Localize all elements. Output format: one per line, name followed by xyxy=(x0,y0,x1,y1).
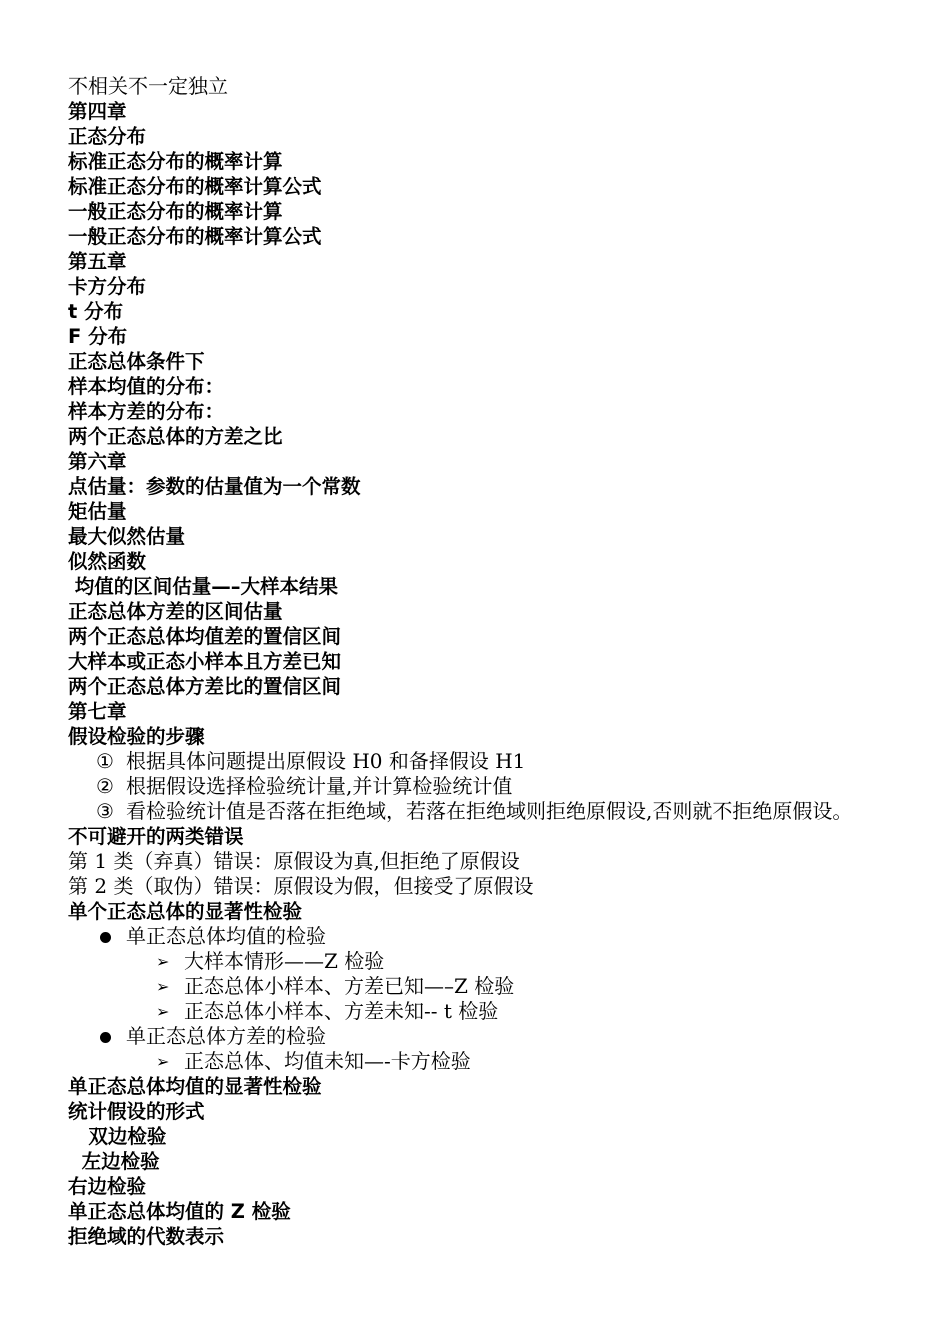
heading-line: 统计假设的形式 xyxy=(68,1100,205,1123)
heading-line: 左边检验 xyxy=(68,1150,160,1173)
heading-line: 第四章 xyxy=(68,100,127,123)
arrowhead-icon: ➢ xyxy=(156,1052,170,1071)
heading-line: 点估量：参数的估量值为一个常数 xyxy=(68,475,361,498)
heading-line: 均值的区间估量—–大样本结果 xyxy=(68,575,339,598)
heading-line: 大样本或正态小样本且方差已知 xyxy=(68,650,342,673)
bullet-dot-icon xyxy=(100,932,111,943)
heading-line: F 分布 xyxy=(68,325,128,348)
sub-bullet-text: 正态总体、均值未知—-卡方检验 xyxy=(184,1049,471,1073)
arrowhead-icon: ➢ xyxy=(156,977,170,996)
heading-line: 标准正态分布的概率计算公式 xyxy=(68,175,322,198)
heading-line: 矩估量 xyxy=(68,500,127,523)
sub-bullet-item xyxy=(68,949,908,974)
heading-line: 右边检验 xyxy=(68,1175,147,1198)
step-text: 根据具体问题提出原假设 H0 和备择假设 H1 xyxy=(126,749,526,773)
sub-bullet-text: 正态总体小样本、方差已知—–Z 检验 xyxy=(184,974,515,998)
text-line: 第 2 类（取伪）错误：原假设为假，但接受了原假设 xyxy=(68,874,534,898)
step-item xyxy=(68,749,908,774)
heading-line: 一般正态分布的概率计算公式 xyxy=(68,225,322,248)
heading-line: 两个正态总体均值差的置信区间 xyxy=(68,625,342,648)
bullet-list xyxy=(68,924,908,1074)
heading-line: 假设检验的步骤 xyxy=(68,725,205,748)
sub-bullet-text: 正态总体小样本、方差未知-- t 检验 xyxy=(184,999,499,1023)
heading-line: 卡方分布 xyxy=(68,275,147,298)
sub-bullet-item xyxy=(68,999,908,1024)
bullet-text: 单正态总体均值的检验 xyxy=(126,924,326,948)
step-text: 看检验统计值是否落在拒绝域，若落在拒绝域则拒绝原假设,否则就不拒绝原假设。 xyxy=(126,799,853,823)
heading-line: 第七章 xyxy=(68,700,127,723)
sub-bullet-text: 大样本情形——Z 检验 xyxy=(184,949,385,973)
section-bottom xyxy=(68,1074,908,1249)
heading-line: 一般正态分布的概率计算 xyxy=(68,200,283,223)
sub-bullet-item xyxy=(68,974,908,999)
section-middle xyxy=(68,824,908,924)
bullet-text: 单正态总体方差的检验 xyxy=(126,1024,326,1048)
heading-line: 单正态总体均值的显著性检验 xyxy=(68,1075,322,1098)
step-item xyxy=(68,799,908,824)
heading-line: 单个正态总体的显著性检验 xyxy=(68,900,303,923)
heading-line: 两个正态总体的方差之比 xyxy=(68,425,283,448)
sub-bullet-item xyxy=(68,1049,908,1074)
heading-line: 样本均值的分布： xyxy=(68,375,225,398)
step-marker: ① xyxy=(96,749,114,773)
heading-line: 正态分布 xyxy=(68,125,147,148)
step-marker: ② xyxy=(96,774,114,798)
step-item xyxy=(68,774,908,799)
text-line: 不相关不一定独立 xyxy=(68,74,228,98)
heading-line: 正态总体方差的区间估量 xyxy=(68,600,283,623)
heading-line: 第五章 xyxy=(68,250,127,273)
arrowhead-icon: ➢ xyxy=(156,1002,170,1021)
heading-line: 双边检验 xyxy=(68,1125,167,1148)
arrowhead-icon: ➢ xyxy=(156,952,170,971)
step-text: 根据假设选择检验统计量,并计算检验统计值 xyxy=(126,774,513,798)
heading-line: 标准正态分布的概率计算 xyxy=(68,150,283,173)
bullet-item xyxy=(68,924,908,949)
hypothesis-test-steps xyxy=(68,749,908,824)
section-top xyxy=(68,74,908,749)
heading-line: t 分布 xyxy=(68,300,124,323)
step-marker: ③ xyxy=(96,799,114,823)
heading-line: 第六章 xyxy=(68,450,127,473)
heading-line: 不可避开的两类错误 xyxy=(68,825,244,848)
text-line: 第 1 类（弃真）错误：原假设为真,但拒绝了原假设 xyxy=(68,849,520,873)
heading-line: 最大似然估量 xyxy=(68,525,186,548)
heading-line: 似然函数 xyxy=(68,550,147,573)
bullet-dot-icon xyxy=(100,1032,111,1043)
heading-line: 单正态总体均值的 Z 检验 xyxy=(68,1200,291,1223)
heading-line: 拒绝域的代数表示 xyxy=(68,1225,225,1248)
document-body xyxy=(68,74,908,1249)
heading-line: 样本方差的分布： xyxy=(68,400,225,423)
heading-line: 两个正态总体方差比的置信区间 xyxy=(68,675,342,698)
bullet-item xyxy=(68,1024,908,1049)
heading-line: 正态总体条件下 xyxy=(68,350,205,373)
